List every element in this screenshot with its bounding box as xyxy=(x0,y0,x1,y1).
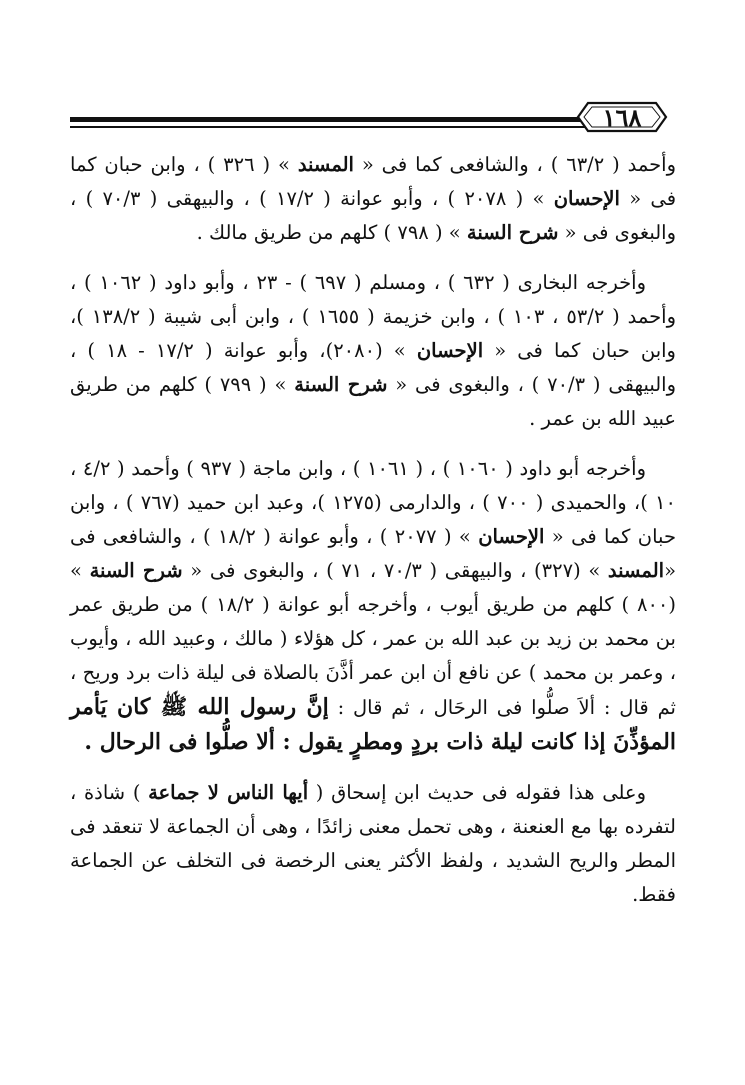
text-run: » (٢٠٨٠)، وأبو عوانة ( ١٧/٢ - ١٨ ) ، والبيهقى ( ٧٠/٣ ) ، والبغوى فى « xyxy=(70,339,676,396)
text-run: » ( ٢٠٧٧ ) ، وأبو عوانة ( ١٨/٢ ) ، والشافعى فى « xyxy=(70,525,676,582)
paragraph-1 xyxy=(70,148,676,250)
text-run: وأحمد ( ٦٣/٢ ) ، والشافعى كما فى « xyxy=(353,153,677,176)
text-run: » ( ٧٩٨ ) كلهم من طريق مالك . xyxy=(196,221,467,244)
bold-text-run: شرح السنة xyxy=(466,221,559,244)
paragraph-3 xyxy=(70,452,676,760)
bold-text-run: شرح السنة xyxy=(89,559,183,582)
bold-text-run: شرح السنة xyxy=(294,373,388,396)
body-text xyxy=(70,148,676,928)
text-run: » ( ٢٠٧٨ ) ، وأبو عوانة ( ١٧/٢ ) ، والبيهقى ( ٧٠/٣ ) ، والبغوى فى « xyxy=(70,187,676,244)
text-run: وعلى هذا فقوله فى حديث ابن إسحاق ( xyxy=(308,781,646,804)
bold-text-run: المسند xyxy=(607,559,665,582)
paragraph-4 xyxy=(70,776,676,912)
page-header xyxy=(0,92,745,132)
paragraph-2 xyxy=(70,266,676,436)
text-run: » ( ٧٩٩ ) كلهم من طريق عبيد الله بن عمر . xyxy=(70,373,676,430)
text-run: » ( ٣٢٦ ) ، وابن حبان كما فى « xyxy=(70,153,677,210)
header-rule-thick xyxy=(70,117,600,122)
page-number: ١٦٨ xyxy=(602,102,642,132)
bold-text-run: الإحسان xyxy=(478,525,545,548)
bold-text-run: إنَّ رسول الله ﷺ كان يَأمر المؤذِّنَ إذا كانت ليلة ذات بردٍ ومطرٍ يقول : ألا صلُّوا فى الرحال . xyxy=(70,694,676,755)
bold-text-run: أيها الناس لا جماعة xyxy=(148,781,309,804)
bold-text-run: الإحسان xyxy=(416,339,484,362)
header-rule-thin xyxy=(70,126,600,128)
page-number-badge xyxy=(576,100,668,134)
text-run: وأخرجه أبو داود ( ١٠٦٠ ) ، ( ١٠٦١ ) ، وابن ماجة ( ٩٣٧ ) وأحمد ( ٤/٢ ، ١٠ )، والحميدى ( ٧٠٠ ) ، والدارمى (١٢٧٥ )، وعبد ابن حميد (٧٦٧ ) ، وابن حبان كما فى « xyxy=(70,457,676,548)
bold-text-run: المسند xyxy=(297,153,354,176)
bold-text-run: الإحسان xyxy=(553,187,620,210)
text-run: وأخرجه البخارى ( ٦٣٢ ) ، ومسلم ( ٦٩٧ ) - ٢٣ ، وأبو داود ( ١٠٦٢ ) ، وأحمد ( ٥٣/٢ ، ١٠٣ ) ، وابن خزيمة ( ١٦٥٥ ) ، وابن أبى شيبة ( ١٣٨/٢ )، وابن حبان كما فى « xyxy=(70,271,676,362)
text-run: » (٨٠٠ ) كلهم من طريق أيوب ، وأخرجه أبو عوانة ( ١٨/٢ ) من طريق عمر بن محمد بن زيد بن عبد الله بن عمر ، كل هؤلاء ( مالك ، وعبيد الله ، وأيوب ، وعمر بن محمد ) عن نافع أن ابن عمر أذَّنَ بالصلاة فى ليلة ذات برد وريح ، ثم قال : ألاَ صلُّوا فى الرحَال ، ثم قال : xyxy=(70,559,676,719)
text-run: » (٣٢٧) ، والبيهقى ( ٧٠/٣ ، ٧١ ) ، والبغوى فى « xyxy=(182,559,608,582)
text-run: ) شاذة ، لتفرده بها مع العنعنة ، وهى تحمل معنى زائدًا ، وهى أن الجماعة لا تنعقد فى المطر والريح الشديد ، ولفظ الأكثر يعنى الرخصة فى التخلف عن الجماعة فقط. xyxy=(70,781,676,906)
